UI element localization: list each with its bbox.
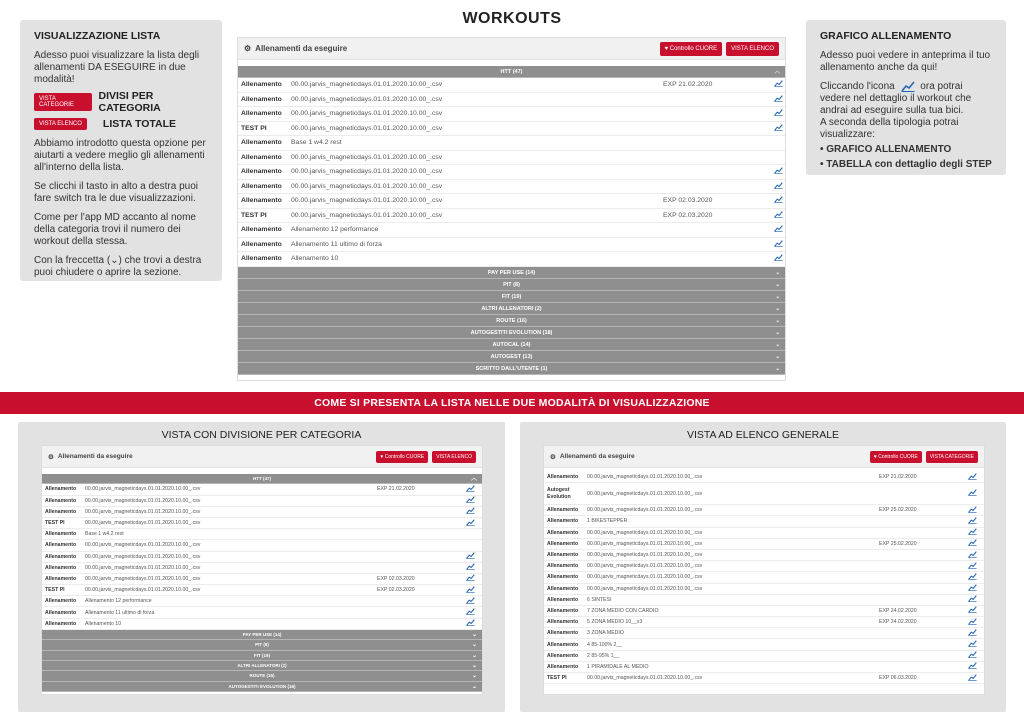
list-legend bbox=[34, 118, 208, 130]
row-type: Allenamento bbox=[547, 540, 579, 547]
table-row[interactable] bbox=[238, 93, 785, 108]
chart-icon[interactable] bbox=[773, 109, 783, 118]
chart-icon[interactable] bbox=[773, 95, 783, 104]
row-expiry: EXP 21.02.2020 bbox=[879, 474, 917, 481]
section-banner: COME SI PRESENTA LA LISTA NELLE DUE MODALITÀ DI VISUALIZZAZIONE bbox=[0, 392, 1024, 414]
table-row[interactable] bbox=[544, 550, 984, 561]
row-type: Allenamento bbox=[45, 575, 77, 582]
category-label: FIT (19) bbox=[501, 293, 522, 300]
row-name: 00.00.jarvis_magneticdays.01.01.2020.10.00_.csv bbox=[291, 124, 443, 132]
chevron-down-icon[interactable]: ⌄ bbox=[775, 281, 780, 288]
category-header[interactable] bbox=[238, 267, 785, 279]
chevron-down-icon[interactable]: ⌄ bbox=[775, 353, 780, 360]
chevron-down-icon[interactable]: ⌄ bbox=[775, 329, 780, 336]
category-label: SCRITTO DALL'UTENTE (1) bbox=[475, 365, 548, 372]
row-name: 00.00.jarvis_magneticdays.01.01.2020.10.00_.csv bbox=[587, 540, 703, 547]
chart-icon[interactable] bbox=[465, 608, 475, 617]
callout-title: VISUALIZZAZIONE LISTA bbox=[34, 30, 161, 42]
category-label: AUTOGEST (13) bbox=[490, 353, 533, 360]
row-name: 00.00.jarvis_magneticdays.01.01.2020.10.00_.csv bbox=[85, 508, 201, 515]
table-row[interactable] bbox=[544, 595, 984, 606]
category-label: AUTOGESTITI EVOLUTION (18) bbox=[470, 329, 553, 336]
chevron-down-icon[interactable]: ⌄ bbox=[471, 631, 477, 638]
workouts-panel bbox=[238, 38, 785, 380]
callout-bullet: • GRAFICO ALLENAMENTO bbox=[820, 144, 952, 156]
chart-icon[interactable] bbox=[773, 196, 783, 205]
vista-categorie-sample-button: VISTA CATEGORIE bbox=[34, 93, 92, 111]
chevron-down-icon[interactable]: ⌄ bbox=[471, 683, 477, 690]
table-row[interactable] bbox=[42, 585, 482, 596]
table-row[interactable] bbox=[544, 606, 984, 617]
row-type: Allenamento bbox=[45, 531, 77, 538]
row-type: Allenamento bbox=[547, 630, 579, 637]
chevron-down-icon[interactable]: ⌄ bbox=[775, 293, 780, 300]
row-type: Allenamento bbox=[241, 240, 282, 248]
row-name: Allenamento 12 performance bbox=[85, 598, 152, 605]
chevron-down-icon[interactable]: ⌄ bbox=[471, 642, 477, 649]
box-title: VISTA CON DIVISIONE PER CATEGORIA bbox=[161, 429, 362, 441]
table-row[interactable] bbox=[544, 539, 984, 550]
row-name: 5 ZONA MEDIO 10__x3 bbox=[587, 619, 643, 626]
panel-title: Allenamenti da eseguire bbox=[559, 453, 635, 460]
row-name: 00.00.jarvis_magneticdays.01.01.2020.10.00_.csv bbox=[587, 585, 703, 592]
table-row[interactable] bbox=[42, 563, 482, 574]
row-type: TEST PI bbox=[45, 587, 65, 594]
row-type: Allenamento bbox=[45, 497, 77, 504]
row-expiry: EXP 02.03.2020 bbox=[663, 211, 713, 219]
table-row[interactable] bbox=[42, 607, 482, 618]
panel-header bbox=[42, 446, 482, 468]
category-header[interactable] bbox=[238, 303, 785, 315]
row-type: Allenamento bbox=[45, 542, 77, 549]
categories-legend-label: DIVISI PER CATEGORIA bbox=[98, 90, 161, 114]
callout-text: Adesso puoi vedere in anteprima il tuo allenamento anche da qui! bbox=[820, 50, 991, 73]
controllo-cuore-button[interactable]: ♥ Controllo CUORE bbox=[870, 451, 922, 463]
chart-icon[interactable] bbox=[967, 651, 977, 660]
row-type: Allenamento bbox=[547, 607, 579, 614]
category-header[interactable] bbox=[238, 291, 785, 303]
table-row[interactable] bbox=[42, 574, 482, 585]
table-row[interactable] bbox=[238, 122, 785, 137]
row-type: Allenamento bbox=[547, 596, 579, 603]
table-row[interactable] bbox=[238, 238, 785, 253]
category-header[interactable] bbox=[238, 339, 785, 351]
chart-icon[interactable] bbox=[465, 597, 475, 606]
table-row[interactable] bbox=[238, 136, 785, 151]
category-header[interactable] bbox=[238, 66, 785, 78]
panel-title: Allenamenti da eseguire bbox=[57, 453, 133, 460]
row-type: TEST PI bbox=[241, 124, 267, 132]
vista-categorie-button[interactable]: VISTA CATEGORIE bbox=[926, 451, 978, 463]
row-type: Allenamento bbox=[547, 529, 579, 536]
row-name: 2 85-95% 1__ bbox=[587, 652, 620, 659]
row-name: 4 85-100% 2__ bbox=[587, 641, 623, 648]
chevron-down-icon[interactable]: ⌄ bbox=[775, 269, 780, 276]
chevron-down-icon[interactable]: ⌄ bbox=[775, 317, 780, 324]
chevron-down-icon[interactable]: ⌄ bbox=[775, 365, 780, 372]
table-row[interactable] bbox=[544, 516, 984, 527]
category-label: PAY PER USE (14) bbox=[242, 631, 282, 637]
row-name: 00.00.jarvis_magneticdays.01.01.2020.10.00_.csv bbox=[291, 110, 443, 118]
category-header[interactable] bbox=[238, 279, 785, 291]
chart-icon[interactable] bbox=[967, 562, 977, 571]
category-header[interactable] bbox=[42, 630, 482, 640]
row-name: 7 ZONA MEDIO CON CARDIO bbox=[587, 607, 659, 614]
row-name: 00.00.jarvis_magneticdays.01.01.2020.10.00_.csv bbox=[291, 211, 443, 219]
row-name: 00.00.jarvis_magneticdays.01.01.2020.10.00_.csv bbox=[587, 574, 703, 581]
chart-icon[interactable] bbox=[967, 662, 977, 671]
table-row[interactable] bbox=[42, 540, 482, 551]
chart-icon[interactable] bbox=[465, 586, 475, 595]
page-title: WORKOUTS bbox=[462, 10, 562, 27]
list-view-panel bbox=[544, 446, 984, 694]
chart-icon[interactable] bbox=[967, 489, 977, 498]
chart-icon[interactable] bbox=[967, 551, 977, 560]
table-row[interactable] bbox=[238, 151, 785, 166]
row-expiry: EXP 24.02.2020 bbox=[879, 619, 917, 626]
panel-header bbox=[238, 38, 785, 60]
chevron-down-icon[interactable]: ⌄ bbox=[775, 305, 780, 312]
vista-elenco-sample-button: VISTA ELENCO bbox=[34, 118, 87, 130]
category-header[interactable] bbox=[42, 661, 482, 671]
row-name: 00.00.jarvis_magneticdays.01.01.2020.10.00_.csv bbox=[291, 95, 443, 103]
chart-icon[interactable] bbox=[465, 619, 475, 628]
category-label: PAY PER USE (14) bbox=[487, 269, 536, 276]
categories-legend bbox=[34, 90, 208, 114]
table-row[interactable] bbox=[42, 518, 482, 529]
category-label: ROUTE (16) bbox=[249, 673, 275, 679]
row-type: Allenamento bbox=[241, 226, 282, 234]
chart-icon[interactable] bbox=[967, 573, 977, 582]
table-row[interactable] bbox=[42, 619, 482, 630]
row-name: 00.00.jarvis_magneticdays.01.01.2020.10.00_.csv bbox=[587, 552, 703, 559]
callout-text: Cliccando l'icona ora potrai vedere nel dettaglio il workout che andrai ad eseguire sulla tua bici. bbox=[820, 81, 972, 117]
table-row[interactable] bbox=[238, 223, 785, 238]
chevron-down-icon[interactable]: ⌄ bbox=[775, 341, 780, 348]
row-name: 00.00.jarvis_magneticdays.01.01.2020.10.00_.csv bbox=[85, 553, 201, 560]
row-expiry: EXP 25.02.2020 bbox=[879, 507, 917, 514]
table-row[interactable] bbox=[238, 107, 785, 122]
chart-icon[interactable] bbox=[967, 528, 977, 537]
category-header[interactable] bbox=[42, 474, 482, 484]
table-row[interactable] bbox=[544, 617, 984, 628]
chart-icon[interactable] bbox=[773, 240, 783, 249]
chart-icon[interactable] bbox=[465, 519, 475, 528]
callout-text: Adesso puoi visualizzare la lista degli allenamenti DA ESEGUIRE in due modalità! bbox=[34, 50, 200, 85]
table-row[interactable] bbox=[544, 528, 984, 539]
table-row[interactable] bbox=[544, 572, 984, 583]
row-type: Allenamento bbox=[45, 553, 77, 560]
chart-icon[interactable] bbox=[465, 552, 475, 561]
category-header[interactable] bbox=[42, 640, 482, 650]
table-row[interactable] bbox=[544, 584, 984, 595]
chart-icon[interactable] bbox=[773, 124, 783, 133]
category-view-panel bbox=[42, 446, 482, 694]
category-label: AUTOGESTITI EVOLUTION (18) bbox=[228, 683, 296, 689]
row-name: 00.00.jarvis_magneticdays.01.01.2020.10.00_.csv bbox=[85, 520, 201, 527]
chart-icon[interactable] bbox=[465, 507, 475, 516]
row-expiry: EXP 02.03.2020 bbox=[377, 575, 415, 582]
row-type: Allenamento bbox=[241, 139, 282, 147]
table-row[interactable] bbox=[42, 529, 482, 540]
row-type: Allenamento bbox=[241, 153, 282, 161]
chart-icon[interactable] bbox=[967, 640, 977, 649]
row-expiry: EXP 02.03.2020 bbox=[377, 587, 415, 594]
row-name: 00.00.jarvis_magneticdays.01.01.2020.10.00_.csv bbox=[587, 675, 703, 682]
category-header[interactable] bbox=[238, 327, 785, 339]
category-label: AUTOCAL (14) bbox=[492, 341, 531, 348]
row-type: Allenamento bbox=[45, 598, 77, 605]
row-name: 00.00.jarvis_magneticdays.01.01.2020.10.00_.csv bbox=[587, 507, 703, 514]
chevron-up-icon[interactable]: ︿ bbox=[774, 69, 780, 75]
vista-elenco-button[interactable]: VISTA ELENCO bbox=[726, 42, 779, 56]
row-name: Allenamento 11 ultimo di forza bbox=[85, 609, 155, 616]
table-row[interactable] bbox=[238, 194, 785, 209]
table-row[interactable] bbox=[544, 505, 984, 516]
category-label: ALTRI ALLENATORI (2) bbox=[237, 663, 287, 668]
row-type: Allenamento bbox=[547, 518, 579, 525]
gear-icon: ⚙ bbox=[48, 453, 54, 461]
chart-icon[interactable] bbox=[773, 182, 783, 191]
list-legend-label: LISTA TOTALE bbox=[102, 118, 177, 130]
category-header[interactable] bbox=[238, 351, 785, 363]
row-type: Allenamento bbox=[45, 609, 77, 616]
chart-icon[interactable] bbox=[967, 674, 977, 683]
category-label: FIT (19) bbox=[253, 652, 270, 658]
panel-header bbox=[544, 446, 984, 468]
row-type: Autogest Evolution bbox=[547, 487, 571, 500]
row-name: 00.00.jarvis_magneticdays.01.01.2020.10.00_.csv bbox=[587, 490, 703, 497]
row-type: Allenamento bbox=[45, 564, 77, 571]
row-type: Allenamento bbox=[547, 574, 579, 581]
chart-icon[interactable] bbox=[967, 506, 977, 515]
chevron-up-icon[interactable]: ︿ bbox=[470, 476, 477, 482]
table-row[interactable] bbox=[238, 165, 785, 180]
table-row[interactable] bbox=[544, 651, 984, 662]
category-header[interactable] bbox=[42, 651, 482, 661]
row-name: 00.00.jarvis_magneticdays.01.01.2020.10.00_.csv bbox=[291, 81, 443, 89]
chart-icon[interactable] bbox=[773, 80, 783, 89]
table-row[interactable] bbox=[42, 596, 482, 607]
chart-icon[interactable] bbox=[967, 539, 977, 548]
table-row[interactable] bbox=[544, 561, 984, 572]
row-type: Allenamento bbox=[547, 474, 579, 481]
category-header[interactable] bbox=[42, 682, 482, 692]
row-name: 00.00.jarvis_magneticdays.01.01.2020.10.00_.csv bbox=[85, 497, 201, 504]
row-expiry: EXP 24.02.2020 bbox=[879, 607, 917, 614]
row-name: Allenamento 10 bbox=[85, 620, 122, 627]
row-type: Allenamento bbox=[241, 81, 282, 89]
callout-text: Come per l'app MD accanto al nome della categoria trovi il numero dei workout della stessa. bbox=[34, 212, 196, 247]
chevron-down-icon[interactable]: ⌄ bbox=[471, 652, 477, 659]
category-header[interactable] bbox=[42, 671, 482, 681]
chart-icon[interactable] bbox=[967, 517, 977, 526]
gear-icon: ⚙ bbox=[244, 44, 252, 53]
gear-icon: ⚙ bbox=[550, 453, 556, 461]
table-row[interactable] bbox=[238, 78, 785, 93]
row-name: Allenamento 12 performance bbox=[291, 226, 379, 234]
chart-icon[interactable] bbox=[773, 211, 783, 220]
row-name: Base 1 w4.2 rest bbox=[291, 139, 342, 147]
row-name: 6 SINTESI bbox=[587, 596, 612, 603]
table-row[interactable] bbox=[42, 552, 482, 563]
chart-icon[interactable] bbox=[465, 485, 475, 494]
chart-icon[interactable] bbox=[967, 473, 977, 482]
category-label: ALTRI ALLENATORI (2) bbox=[481, 305, 542, 312]
chart-icon[interactable] bbox=[967, 629, 977, 638]
chevron-down-icon[interactable]: ⌄ bbox=[471, 663, 477, 669]
row-name: 00.00.jarvis_magneticdays.01.01.2020.10.00_.csv bbox=[587, 474, 703, 481]
callout-title: GRAFICO ALLENAMENTO bbox=[820, 30, 952, 42]
controllo-cuore-button[interactable]: ♥ Controllo CUORE bbox=[660, 42, 723, 56]
chart-icon[interactable] bbox=[967, 595, 977, 604]
row-name: 3 ZONA MEDIO bbox=[587, 630, 624, 637]
callout-bullet: • TABELLA con dettaglio degli STEP bbox=[820, 159, 992, 171]
row-type: Allenamento bbox=[547, 619, 579, 626]
row-type: Allenamento bbox=[45, 486, 77, 493]
box-title: VISTA AD ELENCO GENERALE bbox=[686, 429, 840, 441]
row-name: Allenamento 11 ultimo di forza bbox=[291, 240, 382, 248]
chart-icon[interactable] bbox=[967, 584, 977, 593]
table-row[interactable] bbox=[238, 180, 785, 195]
row-name: 00.00.jarvis_magneticdays.01.01.2020.10.00_.csv bbox=[587, 563, 703, 570]
callout-text: Con la freccetta (⌄) che trovi a destra puoi chiudere o aprire la sezione. bbox=[34, 255, 202, 278]
category-label: HTT (47) bbox=[500, 69, 523, 75]
category-label: HTT (47) bbox=[253, 476, 271, 481]
chart-icon[interactable] bbox=[967, 606, 977, 615]
row-type: Allenamento bbox=[241, 197, 282, 205]
row-name: 00.00.jarvis_magneticdays.01.01.2020.10.00_.csv bbox=[85, 486, 201, 493]
row-name: 00.00.jarvis_magneticdays.01.01.2020.10.00_.csv bbox=[85, 542, 201, 549]
chart-icon[interactable] bbox=[465, 563, 475, 572]
row-expiry: EXP 25.02.2020 bbox=[879, 540, 917, 547]
table-row[interactable] bbox=[544, 472, 984, 483]
table-row[interactable] bbox=[544, 639, 984, 650]
callout-text: Abbiamo introdotto questa opzione per aiutarti a vedere meglio gli allenamenti all'interno della lista. bbox=[34, 138, 206, 173]
row-expiry: EXP 06.03.2020 bbox=[879, 675, 917, 682]
row-name: 00.00.jarvis_magneticdays.01.01.2020.10.00_.csv bbox=[291, 197, 443, 205]
vista-elenco-button[interactable]: VISTA ELENCO bbox=[432, 451, 476, 463]
chart-icon[interactable] bbox=[967, 618, 977, 627]
chart-icon[interactable] bbox=[465, 574, 475, 583]
callout-text: A seconda della tipologia potrai visualizzare: bbox=[820, 117, 959, 141]
row-type: Allenamento bbox=[547, 552, 579, 559]
row-type: Allenamento bbox=[241, 110, 282, 118]
table-row[interactable] bbox=[238, 252, 785, 267]
row-name: Base 1 w4.2 rest bbox=[85, 531, 124, 538]
chart-icon[interactable] bbox=[465, 496, 475, 505]
table-row[interactable] bbox=[238, 209, 785, 224]
row-type: TEST PI bbox=[547, 675, 567, 682]
row-name: 1 BIKESTEPPER bbox=[587, 518, 628, 525]
chart-icon[interactable] bbox=[773, 254, 783, 263]
controllo-cuore-button[interactable]: ♥ Controllo CUORE bbox=[376, 451, 428, 463]
row-name: 00.00.jarvis_magneticdays.01.01.2020.10.00_.csv bbox=[291, 168, 443, 176]
row-name: 00.00.jarvis_magneticdays.01.01.2020.10.00_.csv bbox=[587, 529, 703, 536]
list-view-callout bbox=[20, 20, 222, 281]
row-type: Allenamento bbox=[547, 563, 579, 570]
row-name: Allenamento 10 bbox=[291, 255, 339, 263]
row-type: Allenamento bbox=[241, 255, 282, 263]
callout-text: Se clicchi il tasto in alto a destra puoi fare switch tra le due visualizzazioni. bbox=[34, 181, 198, 204]
row-type: Allenamento bbox=[547, 652, 579, 659]
row-expiry: EXP 02.03.2020 bbox=[663, 197, 713, 205]
row-type: Allenamento bbox=[45, 620, 77, 627]
table-row[interactable] bbox=[42, 496, 482, 507]
panel-title: Allenamenti da eseguire bbox=[255, 44, 348, 53]
row-type: TEST PI bbox=[45, 520, 65, 527]
category-label: PIT (8) bbox=[255, 642, 269, 648]
row-type: Allenamento bbox=[241, 168, 282, 176]
row-name: 00.00.jarvis_magneticdays.01.01.2020.10.00_.csv bbox=[291, 182, 443, 190]
row-expiry: EXP 21.02.2020 bbox=[377, 486, 415, 493]
row-type: Allenamento bbox=[547, 585, 579, 592]
chart-callout bbox=[806, 20, 1006, 175]
row-name: 00.00.jarvis_magneticdays.01.01.2020.10.00_.csv bbox=[85, 564, 201, 571]
table-row[interactable] bbox=[544, 662, 984, 673]
row-type: TEST PI bbox=[241, 211, 267, 219]
row-name: 00.00.jarvis_magneticdays.01.01.2020.10.00_.csv bbox=[85, 575, 201, 582]
category-label: ROUTE (16) bbox=[496, 317, 527, 324]
category-label: PIT (8) bbox=[503, 281, 520, 288]
row-name: 00.00.jarvis_magneticdays.01.01.2020.10.00_.csv bbox=[291, 153, 443, 161]
row-type: Allenamento bbox=[241, 182, 282, 190]
row-type: Allenamento bbox=[547, 641, 579, 648]
row-name: 00.00.jarvis_magneticdays.01.01.2020.10.00_.csv bbox=[85, 587, 201, 594]
chart-icon[interactable] bbox=[773, 225, 783, 234]
table-row[interactable] bbox=[42, 484, 482, 495]
row-name: 1 PIRAMIDALE AL MEDIO bbox=[587, 663, 649, 670]
category-header[interactable] bbox=[238, 363, 785, 375]
row-expiry: EXP 21.02.2020 bbox=[663, 81, 713, 89]
table-row[interactable] bbox=[544, 628, 984, 639]
row-type: Allenamento bbox=[547, 507, 579, 514]
row-type: Allenamento bbox=[241, 95, 282, 103]
row-type: Allenamento bbox=[45, 508, 77, 515]
chevron-down-icon[interactable]: ⌄ bbox=[471, 673, 477, 680]
table-row[interactable] bbox=[544, 483, 984, 505]
chart-icon[interactable] bbox=[773, 167, 783, 176]
category-header[interactable] bbox=[238, 315, 785, 327]
row-type: Allenamento bbox=[547, 663, 579, 670]
table-row[interactable] bbox=[544, 673, 984, 684]
table-row[interactable] bbox=[42, 507, 482, 518]
chart-icon bbox=[901, 81, 915, 92]
